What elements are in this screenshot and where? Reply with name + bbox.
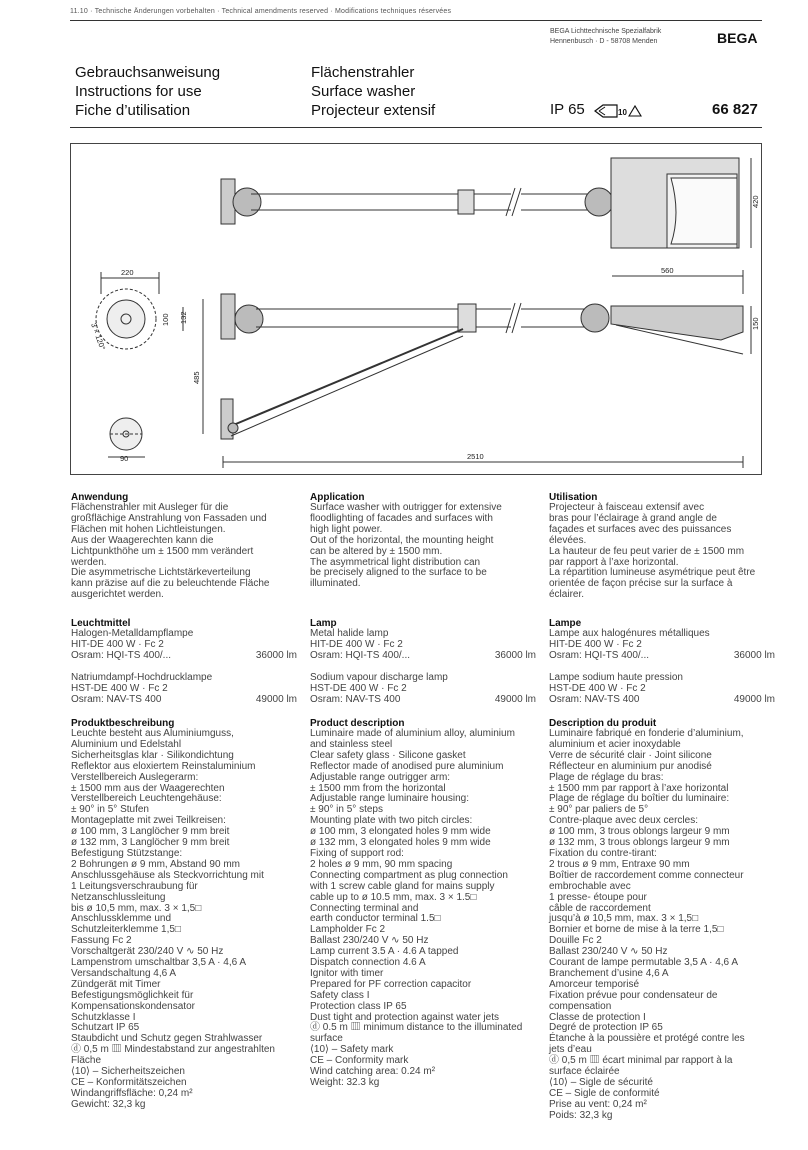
text-line: Weight: 32.3 kg bbox=[310, 1077, 380, 1088]
text-line: Kompensationskondensator bbox=[71, 1000, 195, 1012]
text-line: bras pour l’éclairage à grand angle de bbox=[549, 512, 717, 524]
text-line: embrochable avec bbox=[549, 880, 631, 892]
product-number: 66 827 bbox=[712, 101, 758, 118]
product-title-fr: Projecteur extensif bbox=[311, 102, 436, 119]
text-line: 2 holes ø 9 mm, 90 mm spacing bbox=[310, 858, 453, 870]
text-line: HST-DE 400 W · Fc 2 bbox=[71, 682, 168, 694]
lamp2-lumen-de: 49000 lm bbox=[255, 693, 297, 705]
text-line: Lichtpunkthöhe um ± 1500 mm verändert bbox=[71, 545, 254, 557]
text-line: élevées. bbox=[549, 534, 587, 546]
text-line: Plage de réglage du boîtier du luminaire: bbox=[549, 793, 730, 805]
text-line: Montageplatte mit zwei Teilkreisen: bbox=[71, 815, 226, 827]
text-line: Flächen mit hohen Lichtleistungen. bbox=[71, 523, 226, 535]
text-line: Étanche à la poussière et protégé contre les bbox=[549, 1033, 745, 1045]
lamp1-text-en bbox=[310, 629, 536, 651]
product-title-de: Flächenstrahler bbox=[311, 64, 415, 81]
text-line: 1 Leitungsverschraubung für bbox=[71, 880, 198, 892]
lamp-title-en: Lamp bbox=[310, 618, 337, 629]
dim-485: 485 bbox=[192, 371, 201, 384]
application-fr bbox=[549, 492, 775, 601]
text-line: kann präzise auf die zu beleuchtende Fläche bbox=[71, 578, 270, 590]
lamp1-text-de bbox=[71, 629, 297, 651]
text-line: Dispatch connection 4.6 A bbox=[310, 957, 426, 969]
text-line: Out of the horizontal, the mounting height bbox=[310, 534, 494, 546]
text-line: ⟨10⟩ – Safety mark bbox=[310, 1044, 394, 1056]
text-line: ⓓ 0,5 m ▥ écart minimal par rapport à la bbox=[549, 1055, 733, 1067]
text-line: Réflecteur en aluminium pur anodisé bbox=[549, 760, 712, 772]
dimension-drawing-svg bbox=[71, 144, 763, 476]
text-line: Ballast 230/240 V ∿ 50 Hz bbox=[310, 935, 429, 947]
text-line: Classe de protection I bbox=[549, 1011, 646, 1023]
text-line: surface éclairée bbox=[549, 1066, 620, 1078]
description-title-fr: Description du produit bbox=[549, 718, 657, 729]
text-line: jets d’eau bbox=[549, 1044, 592, 1056]
text-line: Wind catching area: 0.24 m² bbox=[310, 1066, 436, 1078]
text-line: and stainless steel bbox=[310, 738, 393, 750]
lamp-joint-side bbox=[581, 304, 609, 332]
company-address bbox=[550, 27, 661, 47]
lamp1-text-fr bbox=[549, 629, 775, 651]
text-line: ø 100 mm, 3 elongated holes 9 mm wide bbox=[310, 826, 491, 838]
floodlight-housing-side bbox=[611, 306, 743, 340]
description-fr bbox=[549, 718, 775, 1122]
text-line: compensation bbox=[549, 1000, 612, 1012]
text-line: Boîtier de raccordement comme connecteur bbox=[549, 869, 744, 881]
application-text-de bbox=[71, 503, 297, 601]
text-line: La répartition lumineuse asymétrique peut être bbox=[549, 567, 756, 579]
company-line-2: Hennenbusch · D - 58708 Menden bbox=[550, 38, 658, 45]
text-line: werden. bbox=[71, 556, 107, 568]
text-line: ausgerichtet werden. bbox=[71, 589, 164, 601]
text-line: Leuchte besteht aus Aluminiumguss, bbox=[71, 728, 234, 739]
application-en bbox=[310, 492, 536, 590]
text-line: Befestigung Stützstange: bbox=[71, 847, 183, 859]
lamp-de bbox=[71, 618, 297, 705]
text-line: Lampe sodium haute pression bbox=[549, 671, 683, 683]
lamp-title-fr: Lampe bbox=[549, 618, 582, 629]
text-line: cable up to ø 10.5 mm, max. 3 × 1.5□ bbox=[310, 891, 477, 903]
text-line: ± 1500 mm par rapport à l’axe horizontal bbox=[549, 782, 729, 794]
text-line: ± 90° in 5° Stufen bbox=[71, 804, 149, 816]
text-line: Reflektor aus eloxiertem Reinstaluminium bbox=[71, 760, 256, 772]
text-line: Safety class I bbox=[310, 989, 370, 1001]
doc-title-de: Gebrauchsanweisung bbox=[75, 64, 221, 81]
text-line: surface bbox=[310, 1033, 343, 1045]
wall-plate-side bbox=[221, 294, 235, 339]
text-line: aluminium et acier inoxydable bbox=[549, 738, 681, 750]
text-line: floodlighting of facades and surfaces with bbox=[310, 512, 493, 524]
text-line: Douille Fc 2 bbox=[549, 935, 602, 947]
text-line: can be altered by ± 1500 mm. bbox=[310, 545, 443, 557]
application-text-fr bbox=[549, 503, 775, 601]
text-line: HIT-DE 400 W · Fc 2 bbox=[549, 638, 642, 650]
text-line: Metal halide lamp bbox=[310, 628, 389, 639]
text-line: Die asymmetrische Lichtstärkeverteilung bbox=[71, 567, 251, 579]
text-line: Lamp current 3.5 A · 4.6 A tapped bbox=[310, 946, 459, 958]
text-line: La hauteur de feu peut varier de ± 1500 mm bbox=[549, 545, 745, 557]
text-line: earth conductor terminal 1.5□ bbox=[310, 913, 441, 925]
text-line: CE – Sigle de conformité bbox=[549, 1087, 660, 1099]
text-line: Adjustable range outrigger arm: bbox=[310, 771, 451, 783]
text-line: Degré de protection IP 65 bbox=[549, 1022, 663, 1034]
description-title-en: Product description bbox=[310, 718, 405, 729]
text-line: Amorceur temporisé bbox=[549, 978, 640, 990]
technical-drawing bbox=[70, 143, 762, 475]
lamp-en bbox=[310, 618, 536, 705]
top-note: 11.10 · Technische Änderungen vorbehalten · Technical amendments reserved · Modifications techniques réservées bbox=[70, 8, 452, 15]
text-line: The asymmetrical light distribution can bbox=[310, 556, 481, 568]
text-line: Prepared for PF correction capacitor bbox=[310, 978, 472, 990]
dim-angle: 3 × 120° bbox=[89, 321, 108, 352]
text-line: Netzanschlussleitung bbox=[71, 891, 166, 903]
text-line: Halogen-Metalldampflampe bbox=[71, 628, 194, 639]
text-line: CE – Konformitätszeichen bbox=[71, 1077, 187, 1088]
title-rule bbox=[70, 127, 762, 128]
text-line: ⟨10⟩ – Sicherheitszeichen bbox=[71, 1066, 185, 1078]
text-line: 2 trous ø 9 mm, Entraxe 90 mm bbox=[549, 858, 690, 870]
doc-title-en: Instructions for use bbox=[75, 83, 202, 100]
text-line: Windangriffsfläche: 0,24 m² bbox=[71, 1087, 193, 1099]
dim-132: 132 bbox=[179, 311, 188, 324]
dim-90: 90 bbox=[120, 454, 129, 463]
text-line: ± 90° par paliers de 5° bbox=[549, 804, 649, 816]
text-line: Plage de réglage du bras: bbox=[549, 771, 664, 783]
lamp2-osram-en: Osram: NAV-TS 400 bbox=[310, 693, 401, 705]
description-text-de bbox=[71, 729, 297, 1111]
text-line: HIT-DE 400 W · Fc 2 bbox=[71, 638, 164, 650]
text-line: Anschlussklemme und bbox=[71, 913, 172, 925]
product-title-en: Surface washer bbox=[311, 83, 416, 100]
text-line: Protection class IP 65 bbox=[310, 1000, 407, 1012]
text-line: Prise au vent: 0,24 m² bbox=[549, 1098, 647, 1110]
application-text-en bbox=[310, 503, 536, 590]
doc-title-fr: Fiche d’utilisation bbox=[75, 102, 191, 119]
text-line: Reflector made of anodised pure aluminium bbox=[310, 760, 504, 772]
text-line: Vorschaltgerät 230/240 V ∿ 50 Hz bbox=[71, 946, 224, 958]
text-line: Lampenstrom umschaltbar 3,5 A · 4,6 A bbox=[71, 957, 247, 969]
text-line: façades et surfaces avec des puissances bbox=[549, 523, 732, 535]
text-line: Poids: 32,3 kg bbox=[549, 1109, 613, 1121]
application-de bbox=[71, 492, 297, 601]
text-line: Verre de sécurité clair · Joint silicone bbox=[549, 749, 712, 761]
text-line: câble de raccordement bbox=[549, 902, 651, 914]
text-line: Ballast 230/240 V ∿ 50 Hz bbox=[549, 946, 668, 958]
lamp-fr bbox=[549, 618, 775, 705]
top-rule bbox=[70, 20, 762, 21]
arm-coupling-side bbox=[458, 304, 476, 332]
text-line: ± 1500 mm from the horizontal bbox=[310, 782, 446, 794]
text-line: Lampholder Fc 2 bbox=[310, 924, 386, 936]
lamp-joint-top bbox=[585, 188, 613, 216]
text-line: Connecting compartment as plug connection bbox=[310, 869, 508, 881]
lamp1-osram-de: Osram: HQI-TS 400/... bbox=[71, 649, 172, 661]
arm-joint-top bbox=[233, 188, 261, 216]
text-line: Fassung Fc 2 bbox=[71, 935, 132, 947]
text-line: ⟨10⟩ – Sigle de sécurité bbox=[549, 1077, 653, 1088]
text-line: be precisely aligned to the surface to be bbox=[310, 567, 487, 579]
text-line: Aus der Waagerechten kann die bbox=[71, 534, 214, 546]
description-de bbox=[71, 718, 297, 1111]
text-line: ø 100 mm, 3 trous oblongs largeur 9 mm bbox=[549, 826, 730, 838]
lamp2-lumen-fr: 49000 lm bbox=[733, 693, 775, 705]
text-line: Dust tight and protection against water jets bbox=[310, 1011, 499, 1023]
text-line: Sicherheitsglas klar · Silikondichtung bbox=[71, 749, 234, 761]
text-line: Aluminium und Edelstahl bbox=[71, 738, 182, 750]
text-line: Schutzleiterklemme 1,5□ bbox=[71, 924, 181, 936]
dim-220: 220 bbox=[121, 268, 134, 277]
text-line: bis ø 10,5 mm, max. 3 × 1,5□ bbox=[71, 902, 202, 914]
lamp1-osram-fr: Osram: HQI-TS 400/... bbox=[549, 649, 650, 661]
text-line: Surface washer with outrigger for extensive bbox=[310, 502, 502, 513]
description-title-de: Produktbeschreibung bbox=[71, 718, 175, 729]
text-line: HST-DE 400 W · Fc 2 bbox=[549, 682, 646, 694]
text-line: Zündgerät mit Timer bbox=[71, 978, 161, 990]
lamp2-lumen-en: 49000 lm bbox=[494, 693, 536, 705]
text-line: Luminaire made of aluminium alloy, aluminium bbox=[310, 728, 515, 739]
text-line: Adjustable range luminaire housing: bbox=[310, 793, 469, 805]
description-en bbox=[310, 718, 536, 1089]
text-line: Flächenstrahler mit Ausleger für die bbox=[71, 502, 229, 513]
text-line: illuminated. bbox=[310, 578, 361, 590]
safety-mark-number: 10 bbox=[618, 108, 627, 117]
text-line: Branchement d’usine 4,6 A bbox=[549, 967, 669, 979]
text-line: Schutzklasse I bbox=[71, 1011, 136, 1023]
text-line: ± 1500 mm aus der Waagerechten bbox=[71, 782, 225, 794]
text-line: high light power. bbox=[310, 523, 383, 535]
text-line: Befestigungsmöglichkeit für bbox=[71, 989, 194, 1001]
text-line: 1 presse- étoupe pour bbox=[549, 891, 647, 903]
product-name-titles bbox=[311, 63, 435, 120]
ip-rating: IP 65 bbox=[550, 101, 585, 118]
text-line: CE – Conformity mark bbox=[310, 1055, 409, 1067]
text-line: ø 132 mm, 3 trous oblongs largeur 9 mm bbox=[549, 837, 730, 849]
text-line: ⓓ 0,5 m ▥ Mindestabstand zur angestrahlten bbox=[71, 1044, 275, 1056]
safety-mark-icon bbox=[593, 103, 643, 119]
arm-coupling-top bbox=[458, 190, 474, 214]
text-line: Clear safety glass · Silicone gasket bbox=[310, 749, 466, 761]
lamp2-text-fr bbox=[549, 673, 775, 695]
text-line: Schutzart IP 65 bbox=[71, 1022, 140, 1034]
text-line: Fixation du contre-tirant: bbox=[549, 847, 657, 859]
text-line: Natriumdampf-Hochdrucklampe bbox=[71, 671, 213, 683]
text-line: Verstellbereich Leuchtengehäuse: bbox=[71, 793, 222, 805]
text-line: Contre-plaque avec deux cercles: bbox=[549, 815, 698, 827]
text-line: Staubdicht und Schutz gegen Strahlwasser bbox=[71, 1033, 263, 1045]
dim-420: 420 bbox=[751, 195, 760, 208]
lamp2-text-de bbox=[71, 673, 297, 695]
dim-150: 150 bbox=[751, 317, 760, 330]
lamp1-osram-en: Osram: HQI-TS 400/... bbox=[310, 649, 411, 661]
text-line: Courant de lampe permutable 3,5 A · 4,6 A bbox=[549, 957, 739, 969]
text-line: HIT-DE 400 W · Fc 2 bbox=[310, 638, 403, 650]
text-line: Lampe aux halogénures métalliques bbox=[549, 628, 710, 639]
lamp2-osram-fr: Osram: NAV-TS 400 bbox=[549, 693, 640, 705]
text-line: großflächige Anstrahlung von Fassaden und bbox=[71, 512, 267, 524]
lamp2-osram-de: Osram: NAV-TS 400 bbox=[71, 693, 162, 705]
text-line: Connecting terminal and bbox=[310, 902, 419, 914]
text-line: 2 Bohrungen ø 9 mm, Abstand 90 mm bbox=[71, 858, 240, 870]
text-line: par rapport à l’axe horizontal. bbox=[549, 556, 679, 568]
text-line: Versandschaltung 4,6 A bbox=[71, 967, 177, 979]
safety-marks bbox=[593, 103, 643, 122]
application-title-fr: Utilisation bbox=[549, 492, 598, 503]
application-title-en: Application bbox=[310, 492, 365, 503]
bega-logo: BEGA bbox=[717, 30, 758, 46]
lamp1-lumen-en: 36000 lm bbox=[494, 649, 536, 661]
doc-type-titles bbox=[75, 63, 220, 120]
description-text-en bbox=[310, 729, 536, 1089]
text-line: Bornier et borne de mise à la terre 1,5□ bbox=[549, 924, 724, 936]
lamp-title-de: Leuchtmittel bbox=[71, 618, 131, 629]
text-line: Gewicht: 32,3 kg bbox=[71, 1098, 146, 1110]
text-line: Ignitor with timer bbox=[310, 967, 384, 979]
dim-2510: 2510 bbox=[467, 452, 484, 461]
application-title-de: Anwendung bbox=[71, 492, 129, 503]
text-line: jusqu’à ø 10,5 mm, max. 3 × 1,5□ bbox=[549, 913, 699, 925]
text-line: Fixing of support rod: bbox=[310, 847, 404, 859]
text-line: with 1 screw cable gland for mains supply bbox=[310, 880, 495, 892]
lamp2-text-en bbox=[310, 673, 536, 695]
text-line: Anschlussgehäuse als Steckvorrichtung mit bbox=[71, 869, 264, 881]
text-line: Verstellbereich Auslegerarm: bbox=[71, 771, 199, 783]
text-line: ⓓ 0.5 m ▥ minimum distance to the illuminated bbox=[310, 1022, 523, 1034]
text-line: HST-DE 400 W · Fc 2 bbox=[310, 682, 407, 694]
dim-560: 560 bbox=[661, 266, 674, 275]
text-line: ø 100 mm, 3 Langlöcher 9 mm breit bbox=[71, 826, 230, 838]
text-line: éclairer. bbox=[549, 589, 585, 601]
text-line: Fläche bbox=[71, 1055, 102, 1067]
description-text-fr bbox=[549, 729, 775, 1122]
dim-100: 100 bbox=[161, 313, 170, 326]
text-line: ± 90° in 5° steps bbox=[310, 804, 383, 816]
company-line-1: BEGA Lichttechnische Spezialfabrik bbox=[550, 28, 662, 35]
text-line: Sodium vapour discharge lamp bbox=[310, 671, 448, 683]
lamp1-lumen-fr: 36000 lm bbox=[733, 649, 775, 661]
text-line: Fixation prévue pour condensateur de bbox=[549, 989, 718, 1001]
text-line: ø 132 mm, 3 Langlöcher 9 mm breit bbox=[71, 837, 230, 849]
text-line: Luminaire fabriqué en fonderie d’aluminium, bbox=[549, 728, 744, 739]
lamp1-lumen-de: 36000 lm bbox=[255, 649, 297, 661]
support-rod bbox=[231, 329, 463, 426]
text-line: Mounting plate with two pitch circles: bbox=[310, 815, 473, 827]
text-line: ø 132 mm, 3 elongated holes 9 mm wide bbox=[310, 837, 491, 849]
text-line: Projecteur à faisceau extensif avec bbox=[549, 502, 705, 513]
text-line: orientée de façon précise sur la surface à bbox=[549, 578, 733, 590]
